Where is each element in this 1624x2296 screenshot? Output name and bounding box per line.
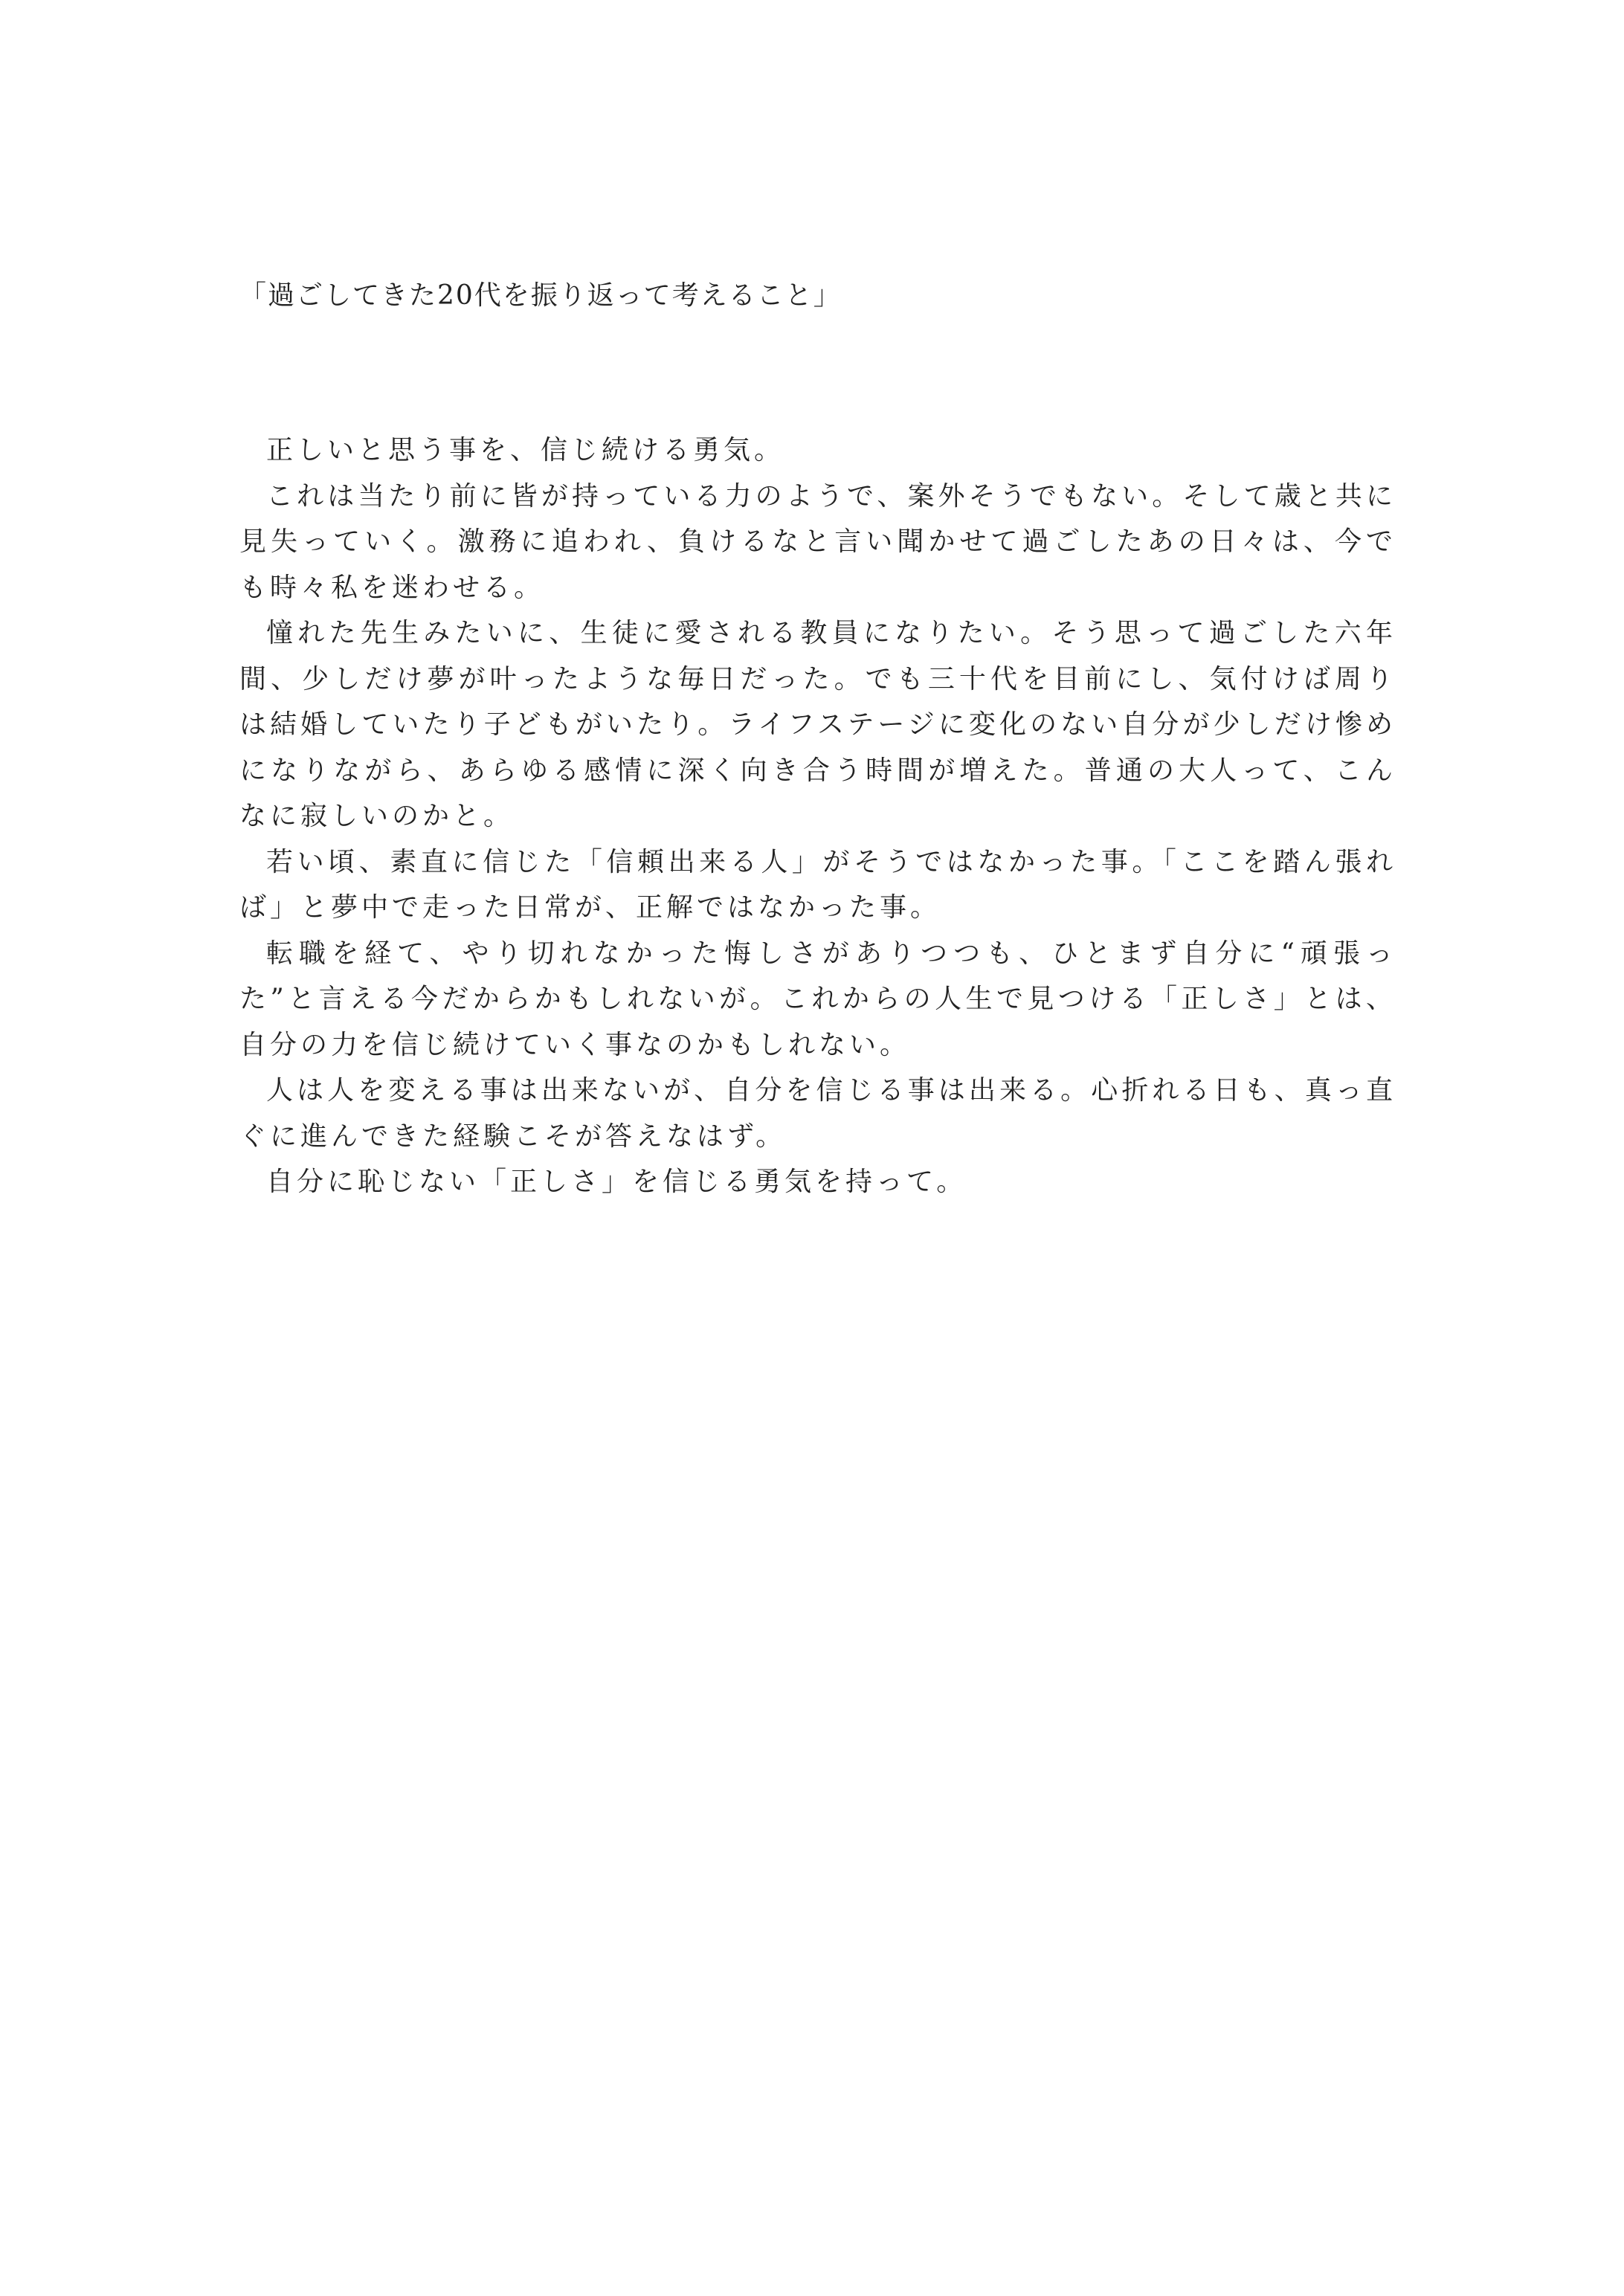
paragraph: 転職を経て、やり切れなかった悔しさがありつつも、ひとまず自分に“頑張った”と言える今だからかもしれないが。これからの人生で見つける「正しさ」とは、自分の力を信じ続けていく事なのかもしれない。	[239, 938, 1396, 1060]
paragraph: 憧れた先生みたいに、生徒に愛される教員になりたい。そう思って過ごした六年間、少しだけ夢が叶ったような毎日だった。でも三十代を目前にし、気付けば周りは結婚していたり子どもがいたり。ライフステージに変化のない自分が少しだけ惨めになりながら、あらゆる感情に深く向き合う時間が増えた。普通の大人って、こんなに寂しいのかと。	[239, 618, 1396, 831]
essay-body	[239, 428, 1396, 1205]
paragraph: 自分に恥じない「正しさ」を信じる勇気を持って。	[266, 1167, 967, 1197]
paragraph: 正しいと思う事を、信じ続ける勇気。	[266, 435, 785, 465]
paragraph: これは当たり前に皆が持っている力のようで、案外そうでもない。そして歳と共に見失っていく。激務に追われ、負けるなと言い聞かせて過ごしたあの日々は、今でも時々私を迷わせる。	[239, 480, 1396, 603]
paragraph: 若い頃、素直に信じた「信頼出来る人」がそうではなかった事。「ここを踏ん張れば」と夢中で走った日常が、正解ではなかった事。	[239, 846, 1396, 923]
document-title: 「過ごしてきた20代を振り返って考えること」	[239, 280, 842, 311]
paragraph: 人は人を変える事は出来ないが、自分を信じる事は出来る。心折れる日も、真っ直ぐに進んできた経験こそが答えなはず。	[239, 1075, 1396, 1152]
